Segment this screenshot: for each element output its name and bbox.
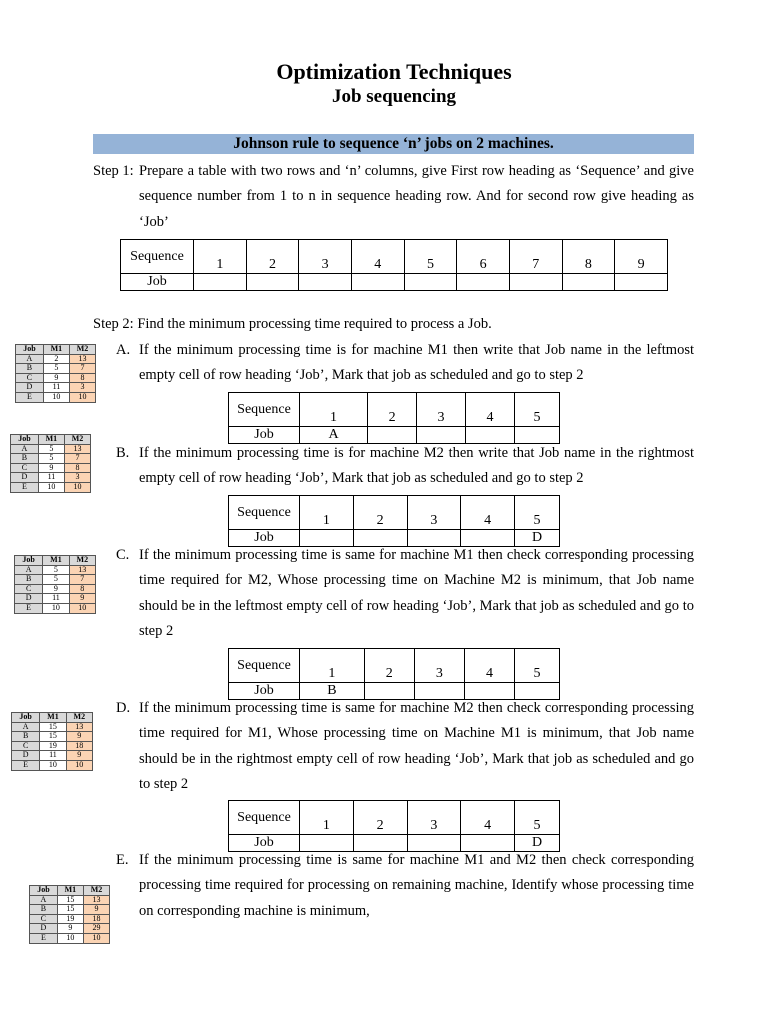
- job-cell: [414, 683, 464, 700]
- sequence-table-a: [228, 392, 560, 444]
- seq-num: 3: [417, 393, 466, 427]
- job-heading: Job: [229, 683, 300, 700]
- rule-item-d: [116, 696, 694, 797]
- item-text: If the minimum processing time is same for machine M1 then check corresponding processing time required for M2, Whose processing time on Machine M2 is minimum, that Job name should be in the leftmost empty cell of row heading ‘Job’, Mark that job as scheduled and go to step 2: [139, 547, 694, 639]
- seq-num: 5: [515, 649, 560, 683]
- section-banner: Johnson rule to sequence ‘n’ jobs on 2 machines.: [93, 134, 694, 154]
- seq-num: 3: [407, 496, 461, 530]
- mini-table-b: Job M1 M2 A 5 13 B 5 7 C 9 8 D 11 3 E 10 10: [10, 434, 91, 493]
- mini-table-a: Job M1 M2 A 2 13 B 5 7 C 9 8 D 11 3 E 10 10: [15, 344, 96, 403]
- item-text: If the minimum processing time is for machine M2 then write that Job name in the rightmost empty cell of row heading ‘Job’, Mark that job as scheduled and go to step 2: [139, 445, 694, 487]
- step2-text: Find the minimum processing time required to process a Job.: [137, 316, 492, 332]
- seq-num: 4: [351, 240, 404, 274]
- job-cell: [368, 427, 417, 444]
- sequence-table-b: [228, 495, 560, 547]
- job-cell: [417, 427, 466, 444]
- seq-num: 2: [353, 496, 407, 530]
- seq-num: 3: [414, 649, 464, 683]
- sequence-heading: Sequence: [229, 393, 300, 427]
- job-cell: [407, 835, 461, 852]
- seq-num: 4: [464, 649, 514, 683]
- sequence-heading: Sequence: [229, 801, 300, 835]
- seq-num: 3: [299, 240, 352, 274]
- rule-item-a: [116, 338, 694, 389]
- seq-num: 7: [509, 240, 562, 274]
- job-cell: [461, 530, 515, 547]
- seq-num: 2: [368, 393, 417, 427]
- sequence-table-d: [228, 800, 560, 852]
- job-cell: [353, 835, 407, 852]
- sequence-heading: Sequence: [229, 649, 300, 683]
- seq-num: 1: [300, 393, 368, 427]
- job-cell: [407, 530, 461, 547]
- job-heading: Job: [229, 530, 300, 547]
- sequence-table-main: [120, 239, 668, 291]
- page-title: Optimization Techniques: [276, 59, 512, 84]
- job-heading: Job: [229, 427, 300, 444]
- mini-table-d: Job M1 M2 A 15 13 B 15 9 C 19 18 D 11 9 E 10 10: [11, 712, 93, 771]
- seq-num: 3: [407, 801, 461, 835]
- job-cell: [461, 835, 515, 852]
- job-heading: Job: [229, 835, 300, 852]
- seq-num: 5: [515, 496, 560, 530]
- sequence-heading: Sequence: [121, 240, 194, 274]
- seq-num: 9: [615, 240, 668, 274]
- item-text: If the minimum processing time is for machine M1 then write that Job name in the leftmost empty cell of row heading ‘Job’, Mark that job as scheduled and go to step 2: [139, 342, 694, 384]
- item-text: If the minimum processing time is same for machine M2 then check corresponding processing time required for M1, Whose processing time on Machine M1 is minimum, that Job name should be in the rightmost empty cell of row heading ‘Job’, Mark that job as scheduled and go to step 2: [139, 700, 694, 792]
- item-label: C.: [116, 547, 130, 563]
- seq-num: 2: [246, 240, 299, 274]
- job-cell: D: [515, 835, 560, 852]
- job-cell: [466, 427, 515, 444]
- job-cell: [515, 683, 560, 700]
- job-cell: B: [300, 683, 365, 700]
- seq-num: 6: [457, 240, 510, 274]
- job-cell: [464, 683, 514, 700]
- job-cell: [300, 530, 354, 547]
- item-label: B.: [116, 445, 130, 461]
- seq-num: 1: [300, 496, 354, 530]
- rule-item-b: [116, 441, 694, 492]
- step1-label: Step 1:: [93, 163, 134, 179]
- rule-item-e: [116, 848, 694, 924]
- page-subtitle: Job sequencing: [331, 86, 457, 107]
- step2-label: Step 2:: [93, 316, 134, 332]
- seq-num: 1: [194, 240, 247, 274]
- seq-num: 4: [461, 496, 515, 530]
- step2-paragraph: [93, 312, 694, 337]
- job-heading: Job: [121, 274, 194, 291]
- sequence-heading: Sequence: [229, 496, 300, 530]
- job-cell: A: [300, 427, 368, 444]
- mini-table-c: Job M1 M2 A 5 13 B 5 7 C 9 8 D 11 9 E 10 10: [14, 555, 96, 614]
- seq-num: 1: [300, 801, 354, 835]
- job-cell: [515, 427, 560, 444]
- job-cell: [353, 530, 407, 547]
- seq-num: 5: [515, 801, 560, 835]
- seq-num: 5: [404, 240, 457, 274]
- job-cell: [364, 683, 414, 700]
- seq-num: 8: [562, 240, 615, 274]
- job-cell: [300, 835, 354, 852]
- seq-num: 1: [300, 649, 365, 683]
- mini-table-e: Job M1 M2 A 15 13 B 15 9 C 19 18 D 9 29 E 10 10: [29, 885, 110, 944]
- item-label: A.: [116, 342, 131, 358]
- rule-item-c: [116, 543, 694, 644]
- step1-text: Prepare a table with two rows and ‘n’ columns, give First row heading as ‘Sequence’ and give sequence number from 1 to n in sequence heading row. And for second row give heading as ‘Job’: [139, 163, 694, 230]
- step1-paragraph: [93, 159, 694, 235]
- item-text: If the minimum processing time is same for machine M1 and M2 then check corresponding processing time required for processing on remaining machine, Identify whose processing time on corresponding machine is minimum,: [139, 852, 694, 919]
- seq-num: 4: [466, 393, 515, 427]
- item-label: D.: [116, 700, 131, 716]
- seq-num: 2: [353, 801, 407, 835]
- seq-num: 5: [515, 393, 560, 427]
- sequence-table-c: [228, 648, 560, 700]
- seq-num: 4: [461, 801, 515, 835]
- seq-num: 2: [364, 649, 414, 683]
- item-label: E.: [116, 852, 129, 868]
- job-cell: D: [515, 530, 560, 547]
